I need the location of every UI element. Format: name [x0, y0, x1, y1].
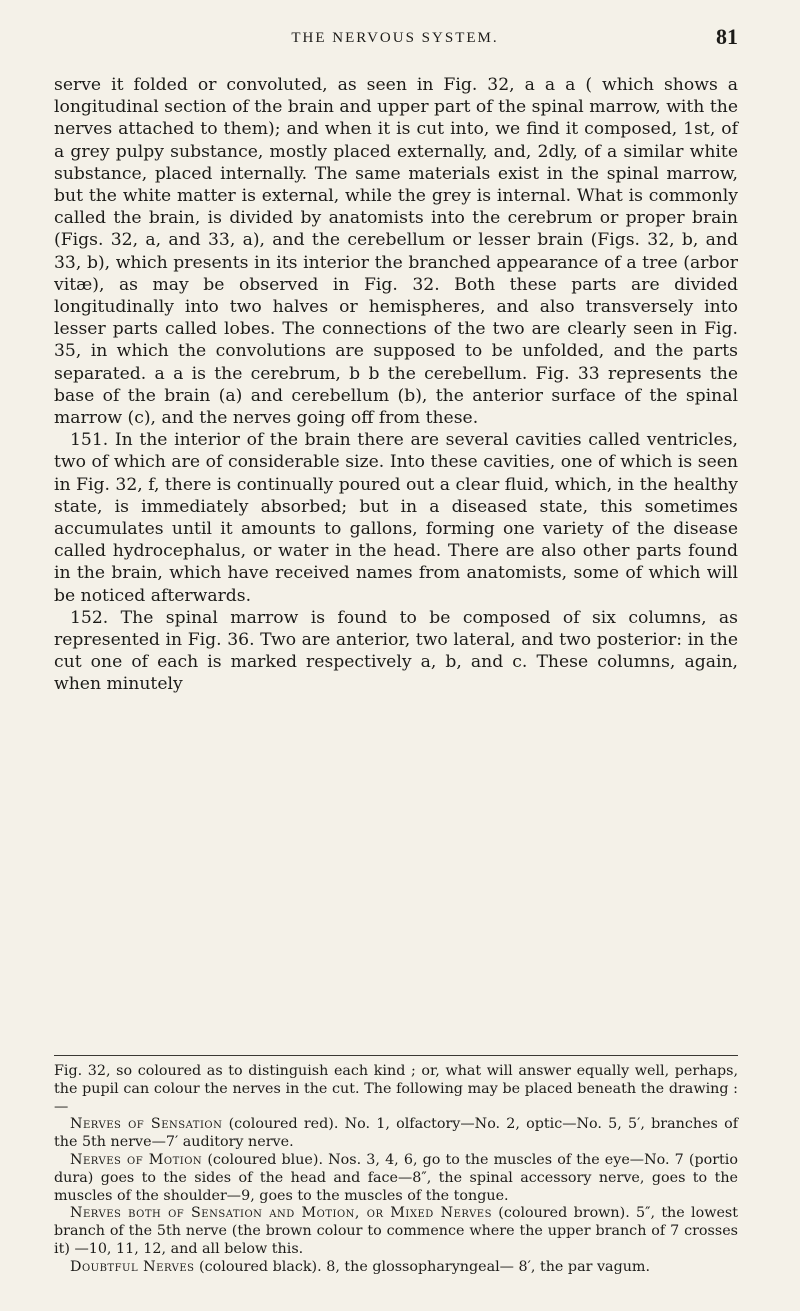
footnote-mixed [54, 1205, 738, 1258]
footnote-doubtful [54, 1259, 738, 1277]
footnote-doubtful-text: (coloured black). 8, the glossopharyngeal— 8′, the par vagum. [194, 1258, 651, 1275]
paragraph-151-ventricles: 151. In the interior of the brain there are several cavities called ventricles, two of which are of considerable size. Into these cavities, one of which is seen in Fig. 32, f, there is continually poured out a clear fluid, which, in the healthy state, is immediately absorbed; but in a diseased state, this sometimes accumulates until it amounts to gallons, forming one variety of the disease called hydrocephalus, or water in the head. There are also other parts found in the brain, which have received names from anatomists, some of which will be noticed afterwards. [54, 430, 738, 606]
page-header [52, 24, 738, 49]
footnote-mixed-text: (coloured brown). 5″, the lowest branch of the 5th nerve (the brown colour to commence where the upper branch of 7 crosses it) —10, 11, 12, and all below this. [54, 1205, 738, 1257]
footnote-motion [54, 1152, 738, 1205]
footnote-sensation-head: Nerves of Sensation [70, 1116, 223, 1133]
footnote-sensation [54, 1116, 738, 1152]
footnote-doubtful-head: Doubtful Nerves [70, 1258, 195, 1275]
footnote-motion-head: Nerves of Motion [70, 1151, 203, 1168]
running-head: THE NERVOUS SYSTEM. [291, 30, 499, 46]
paragraph-brain-structure: serve it folded or convoluted, as seen in Fig. 32, a a a ( which shows a longitudinal section of the brain and upper part of the spinal marrow, with the nerves attached to them); and when it is cut into, we find it composed, 1st, of a grey pulpy substance, mostly placed externally, and, 2dly, of a similar white substance, placed internally. The same materials exist in the spinal marrow, but the white matter is external, while the grey is internal. What is commonly called the brain, is divided by anatomists into the cerebrum or proper brain (Figs. 32, a, and 33, a), and the cerebellum or lesser brain (Figs. 32, b, and 33, b), which presents in its interior the branched appearance of a tree (arbor vitæ), as may be observed in Fig. 32. Both these parts are divided longitudinally into two halves or hemispheres, and also transversely into lesser parts called lobes. The connections of the two are clearly seen in Fig. 35, in which the convolutions are supposed to be unfolded, and the parts separated. a a is the cerebrum, b b the cerebellum. Fig. 33 represents the base of the brain (a) and cerebellum (b), the anterior surface of the spinal marrow (c), and the nerves going off from these. [54, 75, 738, 429]
body-text [54, 74, 738, 696]
page-number: 81 [716, 24, 738, 49]
footnote-mixed-head: Nerves both of Sensation and Motion, or Mixed Nerves [70, 1205, 492, 1222]
footnote-sensation-text: (coloured red). No. 1, olfactory—No. 2, optic—No. 5, 5′, branches of the 5th nerve—7′ auditory nerve. [54, 1116, 738, 1151]
footnote-motion-text: (coloured blue). Nos. 3, 4, 6, go to the muscles of the eye—No. 7 (portio dura) goes to the sides of the head and face—8″, the spinal accessory nerve, goes to the muscles of the shoulder—9, goes to the muscles of the tongue. [54, 1151, 738, 1204]
footnote-intro: Fig. 32, so coloured as to distinguish each kind ; or, what will answer equally well, perhaps, the pupil can colour the nerves in the cut. The following may be placed beneath the drawing :— [54, 1063, 738, 1115]
footnote [54, 1063, 738, 1277]
footnote-divider [54, 1055, 738, 1056]
paragraph-152-spinal-marrow: 152. The spinal marrow is found to be composed of six columns, as represented in Fig. 36. Two are anterior, two lateral, and two posterior: in the cut one of each is marked respectively a, b, and c. These columns, again, when minutely [54, 607, 738, 695]
